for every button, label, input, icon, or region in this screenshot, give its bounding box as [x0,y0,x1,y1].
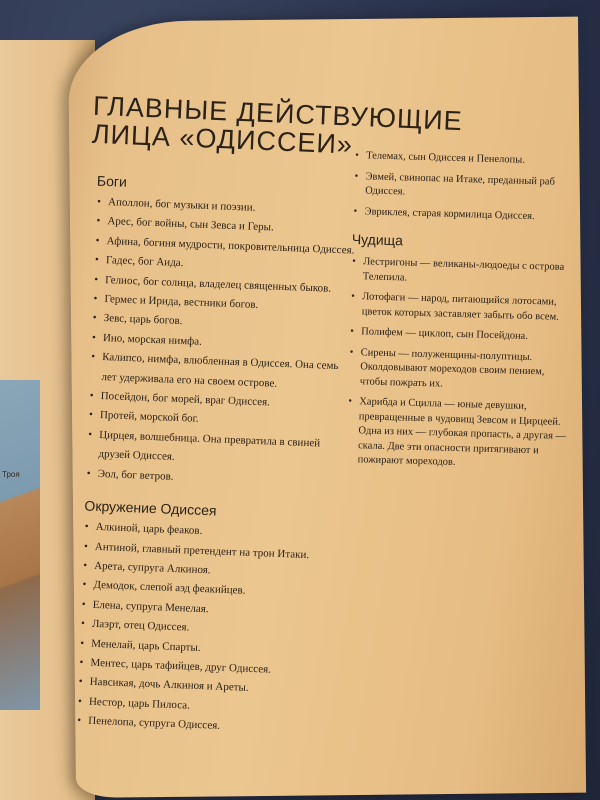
list-item: • Афина, богиня мудрости, покровительница Одиссея. [94,231,360,261]
list-item: • Лаэрт, отец Одиссея. [80,614,346,644]
list-item: • Сирены — полуженщины-полуптицы. Околдовывают мореходов своим пением, чтобы пожрать их. [348,345,569,395]
entourage-list [76,518,349,741]
list-item: • Калипсо, нимфа, влюбленная в Одиссея. Она семь лет удерживала его на своем острове. [89,348,355,397]
list-item: • Пенелопа, супруга Одиссея. [76,711,342,741]
left-column [76,167,362,741]
list-item: • Антиной, главный претендент на трон Итаки. [83,537,349,567]
gods-heading: Боги [96,172,128,190]
list-item: • Менелай, царь Спарты. [79,634,345,664]
list-item: • Телемах, сын Одиссея и Пенелопы. [354,149,574,170]
list-item: • Харибда и Сцилла — юные девушки, превращенные в чудовищ Зевсом и Цирцеей. Одна из них — глубокая пропасть, а другая — скала. Две эти опасности притягивают и пожирают мореходов. [345,395,567,474]
list-item: • Алкиной, царь феаков. [83,518,349,548]
list-item: • Лестригоны — великаны-людоеды с острова Телепила. [351,255,572,290]
monsters-list [345,255,571,474]
monsters-heading: Чудища [351,230,404,249]
list-item: • Арес, бог войны, сын Зевса и Геры. [95,212,361,242]
list-item: • Елена, супруга Менелая. [80,595,346,625]
list-item: • Протей, морской бог. [88,406,354,436]
list-item: • Эол, бог ветров. [85,464,351,494]
right-column [345,149,574,480]
list-item: • Навсикая, дочь Алкиноя и Ареты. [77,673,343,703]
list-item: • Гадес, бог Аида. [94,251,360,281]
list-item: • Гермес и Ирида, вестники богов. [92,290,358,320]
others-list [352,149,574,225]
list-item: • Арета, супруга Алкиноя. [82,556,348,586]
list-item: • Лотофаги — народ, питающийся лотосами, цветок которых заставляет забыть обо всем. [350,290,571,325]
list-item: • Эвмей, свинопас на Итаке, преданный раб Одиссея. [353,170,574,205]
list-item: • Ментес, царь тафийцев, друг Одиссея. [78,653,344,683]
list-item: • Аполлон, бог музыки и поэзии. [96,193,362,223]
list-item: • Ино, морская нимфа. [91,328,357,358]
map-label: Троя [2,470,20,479]
list-item: • Полифем — циклоп, сын Посейдона. [349,325,569,346]
list-item: • Посейдон, бог морей, враг Одиссея. [88,387,354,417]
gods-list [85,193,361,494]
page-title: ГЛАВНЫЕ ДЕЙСТВУЮЩИЕ ЛИЦА «ОДИССЕИ» [91,90,464,160]
list-item: • Эвриклея, старая кормилица Одиссея. [352,204,572,225]
list-item: • Гелиос, бог солнца, владелец священных быков. [93,270,359,300]
list-item: • Демодок, слепой аэд феакийцев. [81,576,347,606]
map-illustration [0,380,40,710]
list-item: • Нестор, царь Пилоса. [77,692,343,722]
list-item: • Зевс, царь богов. [91,309,357,339]
entourage-heading: Окружение Одиссея [84,497,217,519]
list-item: • Цирцея, волшебница. Она превратила в свиней друзей Одиссея. [86,425,352,474]
book-page [68,17,586,798]
